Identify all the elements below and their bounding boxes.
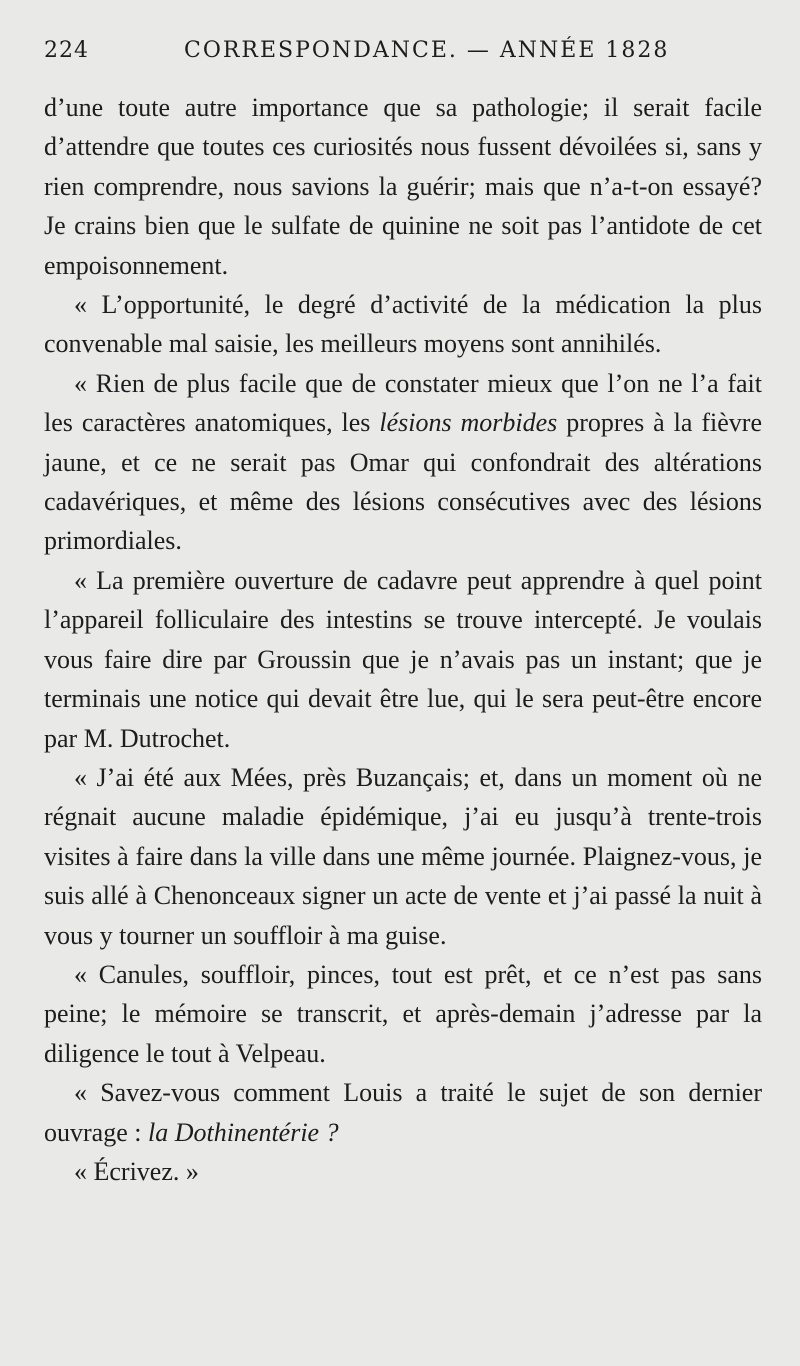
body-text — [44, 88, 762, 1191]
paragraph-4: « La première ouverture de cadavre peut apprendre à quel point l’appareil folliculaire des intestins se trouve intercepté. Je voulais vous faire dire par Groussin que je n’avais pas un instant; que je terminais une notice qui devait être lue, qui le sera peut-être encore par M. Dutrochet. — [44, 565, 762, 753]
paragraph-2: « L’opportunité, le degré d’activité de la médication la plus convenable mal saisie, les meilleurs moyens sont annihilés. — [44, 290, 762, 359]
paragraph-5: « J’ai été aux Mées, près Buzançais; et, dans un moment où ne régnait aucune maladie épidémique, j’ai eu jusqu’à trente-trois visites à faire dans la ville dans une même journée. Plaignez-vous, je suis allé à Chenonceaux signer un acte de vente et j’ai passé la nuit à vous y tourner un souffloir à ma guise. — [44, 762, 762, 950]
paragraph-3-italic: lésions morbides — [379, 408, 558, 438]
paragraph-6: « Canules, souffloir, pinces, tout est prêt, et ce n’est pas sans peine; le mémoire se transcrit, et après-demain j’adresse par la diligence le tout à Velpeau. — [44, 959, 762, 1068]
paragraph-3 — [44, 364, 762, 561]
paragraph-7-italic: la Dothinentérie ? — [147, 1117, 339, 1147]
paragraph-8: « Écrivez. » — [74, 1156, 199, 1186]
paragraph-3-text-b: propres à la fièvre jaune, et ce ne serait pas Omar qui confondrait des altérations cadavériques, et même des lésions consécutives avec des lésions primordiales. — [44, 408, 762, 556]
running-head: CORRESPONDANCE. — ANNÉE 1828 — [184, 38, 670, 63]
paragraph-7 — [44, 1073, 762, 1152]
paragraph-3-text-a: « Rien de plus facile que de constater mieux que l’on ne l’a fait les caractères anatomiques, les — [44, 368, 762, 438]
paragraph-1: d’une toute autre importance que sa pathologie; il serait facile d’attendre que toutes ces curiosités nous fussent dévoilées si, sans y rien comprendre, nous savions la guérir; mais que n’a-t-on essayé? Je crains bien que le sulfate de quinine ne soit pas l’antidote de cet empoisonnement. — [44, 93, 762, 280]
page-header — [44, 38, 762, 78]
page-number: 224 — [44, 38, 89, 63]
paragraph-7-text-a: « Savez-vous comment Louis a traité le sujet de son dernier ouvrage : — [44, 1078, 762, 1147]
